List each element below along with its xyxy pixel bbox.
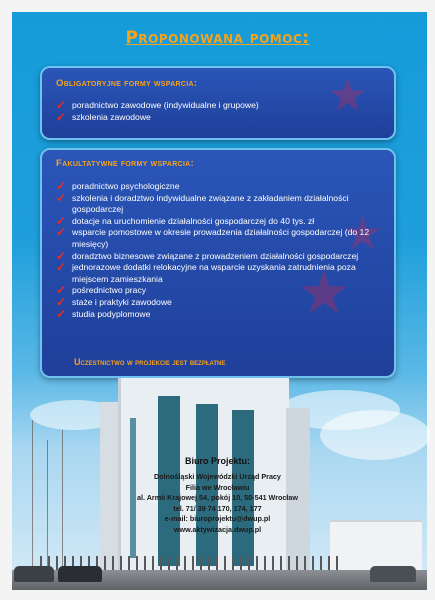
optional-support-heading: Fakultatywne formy wsparcia: <box>56 158 195 169</box>
red-checkmark-icon: ✓ <box>56 179 67 193</box>
list-item: ✓ wsparcie pomostowe w okresie prowadzenia działalności gospodarczej (do 12 miesięcy) <box>56 225 370 249</box>
office-website: www.aktywizacja.dwup.pl <box>173 524 262 534</box>
office-email: e-mail: biuroprojektu@dwup.pl <box>164 514 271 524</box>
red-checkmark-icon: ✓ <box>56 294 67 309</box>
red-checkmark-icon: ✓ <box>56 190 67 205</box>
list-item: ✓ dotacje na uruchomienie działalności gospodarczej do 40 tys. zł <box>56 213 315 228</box>
red-checkmark-icon: ✓ <box>56 260 67 275</box>
red-checkmark-icon: ✓ <box>56 248 67 263</box>
mandatory-support-panel <box>40 66 396 140</box>
office-branch: Filia we Wrocławiu <box>185 482 250 492</box>
office-phone: tel. 71/ 39 74 170, 174, 177 <box>173 503 262 513</box>
parked-car <box>370 566 416 582</box>
list-item: ✓ pośrednictwo pracy <box>56 283 147 298</box>
list-item: ✓ poradnictwo psychologiczne <box>56 179 180 193</box>
office-institution: Dolnośląski Wojewódzki Urząd Pracy <box>154 472 281 481</box>
project-office-heading: Biuro Projektu: <box>184 456 250 466</box>
page-margin-right <box>427 0 435 600</box>
page-margin-top <box>0 0 435 12</box>
list-item: ✓ doradztwo biznesowe związane z prowadzeniem działalności gospodarczej <box>56 248 359 263</box>
free-participation-note: Uczestnictwo w projekcie jest bezpłatne <box>74 357 226 367</box>
page-margin-bottom <box>0 590 435 600</box>
list-item: ✓ szkolenia i doradztwo indywidualne związane z zakładaniem działalności gospodarczej <box>56 190 349 215</box>
red-checkmark-icon: ✓ <box>56 306 67 321</box>
project-office-info <box>100 456 335 536</box>
list-item: ✓ staże i praktyki zawodowe <box>56 294 172 309</box>
list-item: ✓ szkolenia zawodowe <box>56 109 151 124</box>
red-checkmark-icon: ✓ <box>56 98 67 112</box>
optional-support-list <box>56 179 384 328</box>
parked-car <box>58 566 102 582</box>
star-decoration-icon: ★ <box>327 68 369 122</box>
page-title: Proponowana pomoc: <box>125 28 310 48</box>
star-decoration-icon: ★ <box>297 258 351 328</box>
red-checkmark-icon: ✓ <box>56 109 67 124</box>
mandatory-support-heading: Obligatoryjne formy wsparcia: <box>56 78 198 89</box>
red-checkmark-icon: ✓ <box>56 283 67 298</box>
list-item: ✓ poradnictwo zawodowe (indywidualne i grupowe) <box>56 98 259 112</box>
list-item: ✓ studia podyplomowe <box>56 306 151 321</box>
mandatory-support-list <box>56 100 384 123</box>
list-item: ✓ jednorazowe dodatki relokacyjne na wsparcie uzyskania zatrudnienia poza miejscem zamieszkania <box>56 260 356 284</box>
page-margin-left <box>0 0 12 600</box>
star-decoration-icon: ★ <box>342 206 384 260</box>
red-checkmark-icon: ✓ <box>56 225 67 240</box>
office-address: al. Armii Krajowej 54, pokój 10, 50-541 Wrocław <box>137 493 298 503</box>
optional-support-panel <box>40 148 396 378</box>
cloud <box>320 410 430 460</box>
parked-car <box>14 566 54 582</box>
red-checkmark-icon: ✓ <box>56 213 67 228</box>
